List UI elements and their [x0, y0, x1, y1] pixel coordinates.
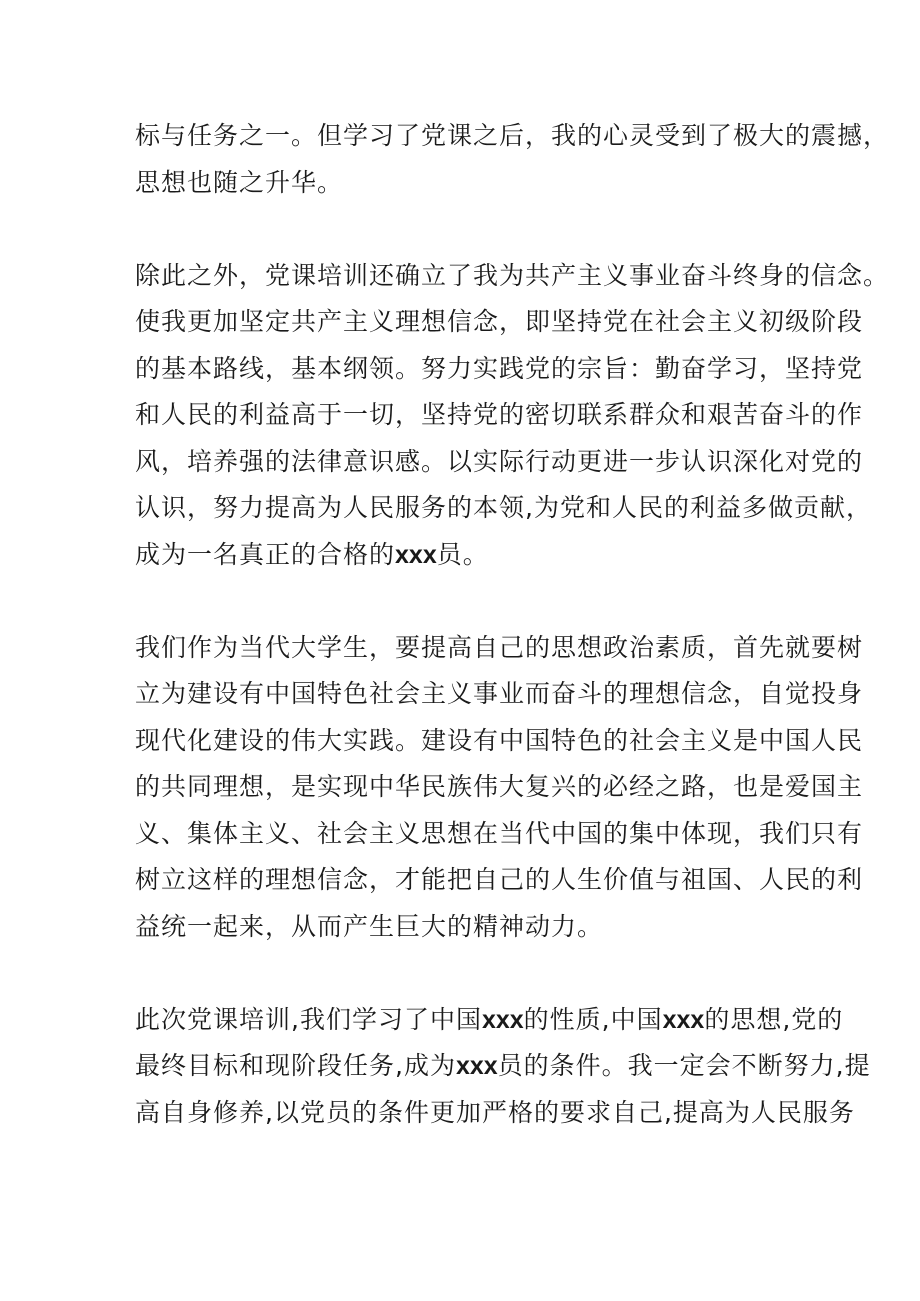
paragraph-3: [135, 625, 864, 951]
paragraph-line: 我们作为当代大学生，要提高自己的思想政治素质，首先就要树: [135, 632, 864, 662]
paragraph-line: 的基本路线，基本纲领。努力实践党的宗旨：勤奋学习，坚持党: [135, 353, 864, 383]
paragraph-line: 益统一起来，从而产生巨大的精神动力。: [135, 911, 604, 941]
paragraph-line: 树立这样的理想信念，才能把自己的人生价值与祖国、人民的利: [135, 865, 864, 894]
document-body: [135, 113, 890, 1136]
paragraph-line: 认识，努力提高为人民服务的本领,为党和人民的利益多做贡献，: [135, 493, 872, 522]
paragraph-line: 此次党课培训,我们学习了中国xxx的性质,中国xxx的思想,党的: [135, 1004, 844, 1034]
paragraph-4: [135, 997, 871, 1137]
paragraph-line: 风，培养强的法律意识感。以实际行动更进一步认识深化对党的: [135, 446, 864, 476]
paragraph-line: 成为一名真正的合格的xxx员。: [135, 539, 489, 569]
placeholder-text: xxx: [395, 540, 437, 569]
paragraph-line: 立为建设有中国特色社会主义事业而奋斗的理想信念，自觉投身: [135, 679, 864, 708]
paragraph-line: 高自身修养,以党员的条件更加严格的要求自己,提高为人民服务: [135, 1097, 855, 1127]
paragraph-line: 标与任务之一。但学习了党课之后，我的心灵受到了极大的震撼，: [135, 121, 890, 150]
paragraph-spacer: [135, 578, 795, 625]
paragraph-2: [135, 253, 890, 579]
paragraph-line: 和人民的利益高于一切，坚持党的密切联系群众和艰苦奋斗的作: [135, 400, 864, 429]
placeholder-text: xxx: [455, 1052, 498, 1080]
paragraph-line: 使我更加坚定共产主义理想信念，即坚持党在社会主义初级阶段: [135, 307, 864, 336]
paragraph-spacer: [135, 950, 795, 997]
placeholder-text: xxx: [481, 1005, 524, 1034]
paragraph-spacer: [135, 206, 795, 253]
paragraph-1: [135, 113, 890, 206]
paragraph-line: 除此之外，党课培训还确立了我为共产主义事业奋斗终身的信念。: [135, 260, 890, 290]
paragraph-line: 思想也随之升华。: [135, 167, 344, 197]
paragraph-line: 现代化建设的伟大实践。建设有中国特色的社会主义是中国人民: [135, 725, 864, 755]
paragraph-line: 义、集体主义、社会主义思想在当代中国的集中体现，我们只有: [135, 818, 864, 848]
paragraph-line: 最终目标和现阶段任务,成为xxx员的条件。我一定会不断努力,提: [135, 1051, 871, 1080]
paragraph-line: 的共同理想，是实现中华民族伟大复兴的必经之路，也是爱国主: [135, 772, 864, 801]
placeholder-text: xxx: [662, 1005, 705, 1034]
